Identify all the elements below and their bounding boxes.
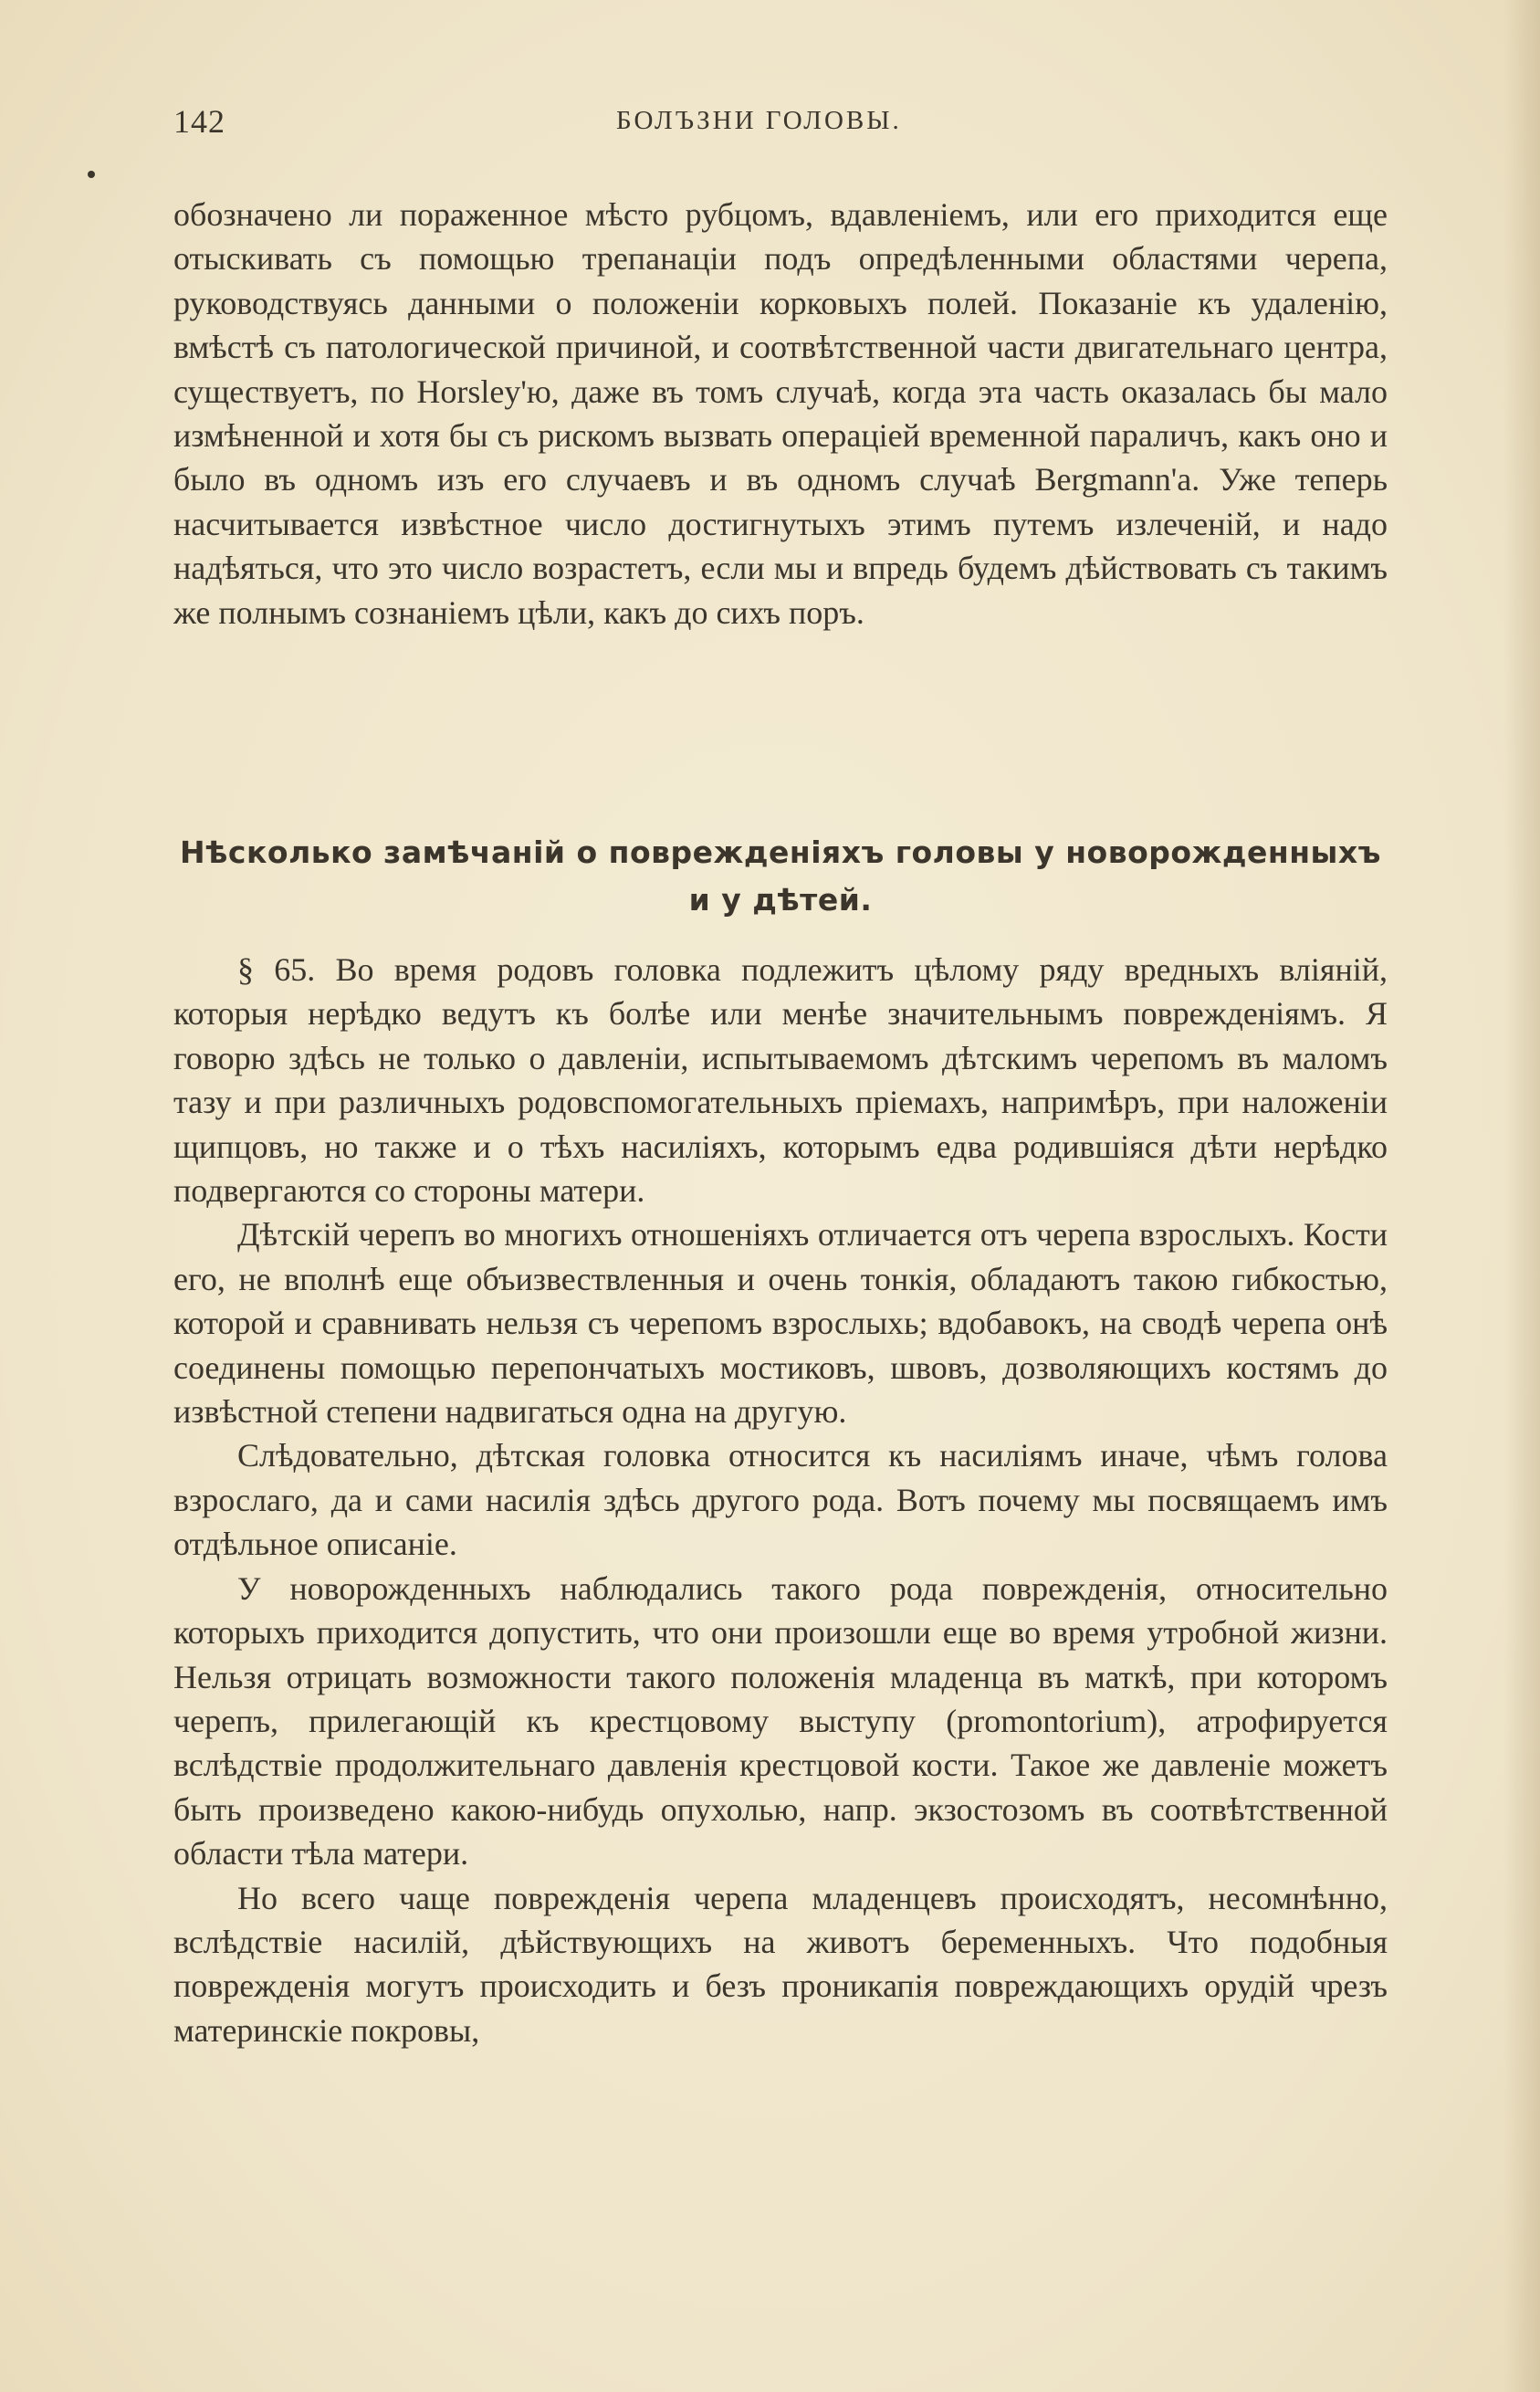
margin-dot xyxy=(88,171,95,178)
page-edge-shadow xyxy=(1503,0,1540,2392)
continued-paragraph xyxy=(173,193,1388,635)
page-number: 142 xyxy=(173,103,225,140)
paragraph: § 65. Во время родовъ головка подлежитъ цѣлому ряду вредныхъ вліяній, которыя нерѣдко ведутъ къ болѣе или менѣе значительнымъ поврежденіямъ. Я говорю здѣсь не только о давленіи, испытываемомъ дѣтскимъ черепомъ въ маломъ тазу и при различныхъ родовспомогательныхъ пріемахъ, напримѣръ, при наложеніи щипцовъ, но также и о тѣхъ насиліяхъ, которымъ едва родившіяся дѣти нерѣдко подвергаются со стороны матери. xyxy=(173,951,1388,1210)
paragraph: У новорожденныхъ наблюдались такого рода поврежденія, относительно которыхъ приходится допустить, что они произошли еще во время утробной жизни. Нельзя отрицать возможности такого положенія младенца въ маткѣ, при которомъ черепъ, прилегающій къ крестцовому выступу (promontorium), атрофируется вслѣдствіе продолжительнаго давленія крестцовой кости. Такое же давленіе можетъ быть произведено какою-нибудь опухолью, напр. экзостозомъ въ соотвѣтственной области тѣла матери. xyxy=(173,1569,1388,1873)
paragraph: Слѣдовательно, дѣтская головка относится къ насиліямъ иначе, чѣмъ голова взрослаго, да и сами насилія здѣсь другого рода. Вотъ почему мы посвящаемъ имъ отдѣльное описаніе. xyxy=(173,1437,1388,1563)
running-title: БОЛЪЗНИ ГОЛОВЫ. xyxy=(616,106,902,135)
section-body xyxy=(173,948,1388,2052)
paragraph: Дѣтскій черепъ во многихъ отношеніяхъ отличается отъ черепа взрослыхъ. Кости его, не вполнѣ еще объизвествленныя и очень тонкія, обладаютъ такою гибкостью, которой и сравнивать нельзя съ черепомъ взрослыхь; вдобавокъ, на сводѣ черепа онѣ соединены помощью перепончатыхъ мостиковъ, швовъ, дозволяющихъ костямъ до извѣстной степени надвигаться одна на другую. xyxy=(173,1216,1388,1431)
paragraph: Но всего чаще поврежденія черепа младенцевъ происходятъ, несомнѣнно, вслѣдствіе насилій, дѣйствующихъ на животъ беременныхъ. Что подобныя поврежденія могутъ происходить и безъ проникапія повреждающихъ орудій чрезъ материнскіе покровы, xyxy=(173,1879,1388,2049)
section-heading-line-2: и у дѣтей. xyxy=(688,882,873,918)
running-header xyxy=(173,102,1388,148)
section-heading xyxy=(173,829,1388,924)
section-heading-line-1: Нѣсколько замѣчаній о поврежденіяхъ головы у новорожденныхъ xyxy=(180,834,1381,870)
paragraph: обозначено ли пораженное мѣсто рубцомъ, вдавленіемъ, или его приходится еще отыскивать съ помощью трепанаціи подъ опредѣленными областями черепа, руководствуясь данными о положеніи корковыхъ полей. Показаніе къ удаленію, вмѣстѣ съ патологической причиной, и соотвѣтственной части двигательнаго центра, существуетъ, по Horsley'ю, даже въ томъ случаѣ, когда эта часть оказалась бы мало измѣненной и хотя бы съ рискомъ вызвать операціей временной параличъ, какъ оно и было въ одномъ изъ его случаевъ и въ одномъ случаѣ Bergmann'а. Уже теперь насчитывается извѣстное число достигнутыхъ этимъ путемъ излеченій, и надо надѣяться, что это число возрастетъ, если мы и впредь будемъ дѣйствовать съ такимъ же полнымъ сознаніемъ цѣли, какъ до сихъ поръ. xyxy=(173,196,1388,631)
